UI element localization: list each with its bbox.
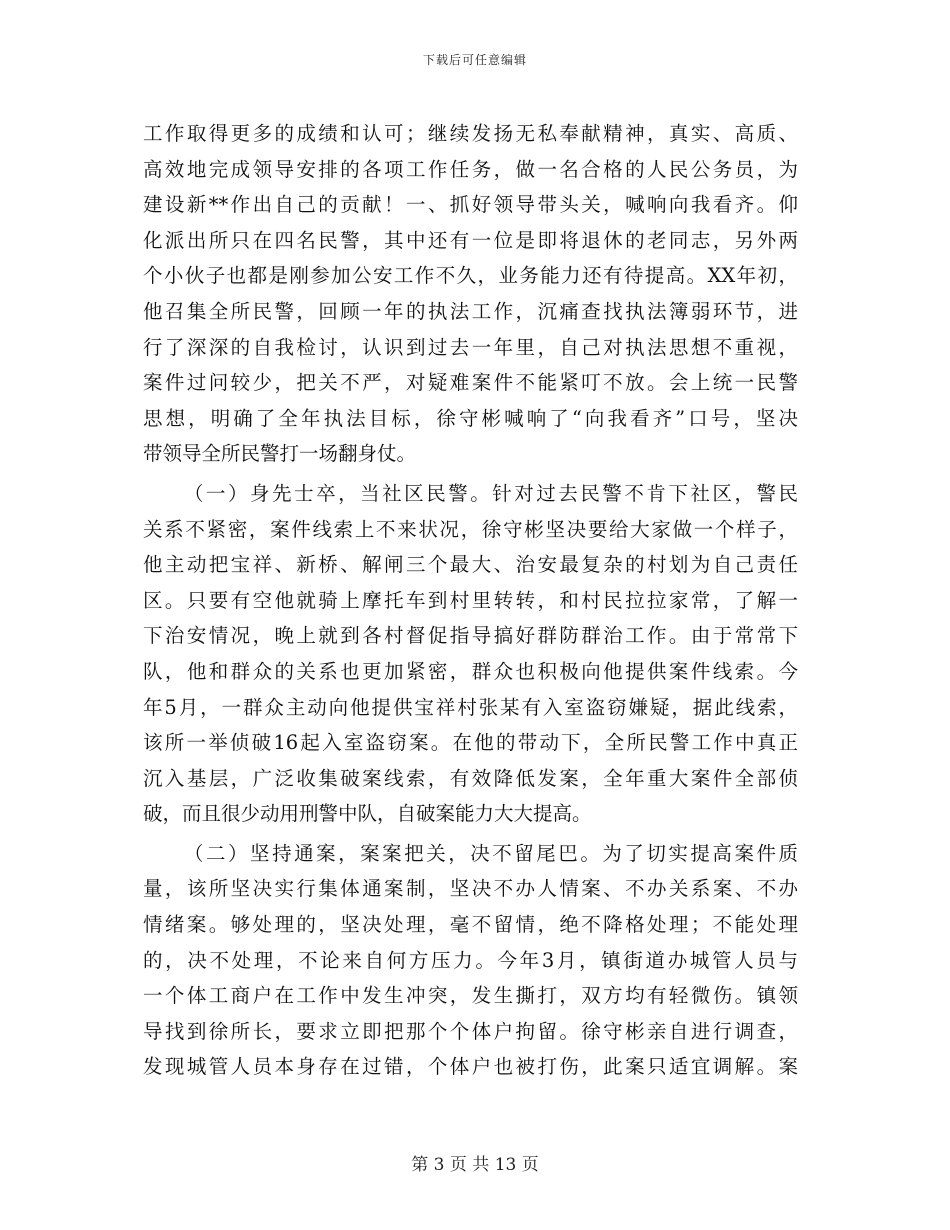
text-line: 建设新**作出自己的贡献！一、抓好领导带头关，喊响向我看齐。仰 bbox=[143, 193, 798, 217]
text-line: 发现城管人员本身存在过错，个体户也被打伤，此案只适宜调解。案 bbox=[143, 1055, 798, 1079]
text-line: 导找到徐所长，要求立即把那个个体户拘留。徐守彬亲自进行调查， bbox=[143, 1019, 798, 1043]
paragraph bbox=[143, 116, 798, 472]
text-line: 量，该所坚决实行集体通案制，坚决不办人情案、不办关系案、不办 bbox=[143, 877, 798, 901]
text-line: 破，而且很少动用刑警中队，自破案能力大大提高。 bbox=[143, 802, 592, 826]
text-line: 工作取得更多的成绩和认可；继续发扬无私奉献精神，真实、高质、 bbox=[143, 122, 798, 145]
text-line: 带领导全所民警打一场翻身仗。 bbox=[143, 442, 417, 466]
text-line: 行了深深的自我检讨，认识到过去一年里，自己对执法思想不重视， bbox=[143, 335, 798, 359]
text-line: 他召集全所民警，回顾一年的执法工作，沉痛查找执法簿弱环节，进 bbox=[143, 299, 798, 323]
text-line: 该所一举侦破16起入室盗窃案。在他的带动下，全所民警工作中真正 bbox=[143, 731, 798, 755]
text-line: 情绪案。够处理的，坚决处理，毫不留情，绝不降格处理；不能处理 bbox=[143, 913, 798, 937]
text-line: 年5月，一群众主动向他提供宝祥村张某有入室盗窃嫌疑，据此线索， bbox=[143, 695, 798, 719]
text-line: 关系不紧密，案件线索上不来状况，徐守彬坚决要给大家做一个样子， bbox=[143, 517, 798, 541]
text-line: 他主动把宝祥、新桥、解闸三个最大、治安最复杂的村划为自己责任 bbox=[143, 553, 798, 577]
text-line: （一）身先士卒，当社区民警。针对过去民警不肯下社区，警民 bbox=[184, 481, 798, 505]
text-line: 化派出所只在四名民警，其中还有一位是即将退休的老同志，另外两 bbox=[143, 228, 798, 252]
text-line: 的，决不处理，不论来自何方压力。今年3月，镇街道办城管人员与 bbox=[143, 948, 798, 972]
text-line: 高效地完成领导安排的各项工作任务，做一名合格的人民公务员，为 bbox=[143, 157, 798, 181]
text-line: 思想，明确了全年执法目标，徐守彬喊响了“向我看齐”口号，坚决 bbox=[143, 406, 798, 430]
text-line: 一个体工商户在工作中发生冲突，发生撕打，双方均有轻微伤。镇领 bbox=[143, 984, 798, 1008]
text-line: 下治安情况，晚上就到各村督促指导搞好群防群治工作。由于常常下 bbox=[143, 624, 798, 648]
page-header: 下载后可任意编辑 bbox=[422, 53, 527, 67]
text-line: 个小伙子也都是刚参加公安工作不久，业务能力还有待提高。XX年初， bbox=[143, 264, 798, 288]
paragraph bbox=[143, 836, 798, 1085]
page-number-footer: 第 3 页 共 13 页 bbox=[411, 1155, 539, 1175]
text-line: 沉入基层，广泛收集破案线索，有效降低发案，全年重大案件全部侦 bbox=[143, 766, 798, 790]
paragraph bbox=[143, 476, 798, 832]
text-line: 案件过问较少，把关不严，对疑难案件不能紧叮不放。会上统一民警 bbox=[143, 371, 798, 395]
text-line: 队，他和群众的关系也更加紧密，群众也积极向他提供案件线索。今 bbox=[143, 659, 798, 683]
text-line: 区。只要有空他就骑上摩托车到村里转转，和村民拉拉家常，了解一 bbox=[143, 588, 798, 612]
document-body bbox=[143, 116, 798, 1085]
text-line: （二）坚持通案，案案把关，决不留尾巴。为了切实提高案件质 bbox=[184, 841, 798, 865]
